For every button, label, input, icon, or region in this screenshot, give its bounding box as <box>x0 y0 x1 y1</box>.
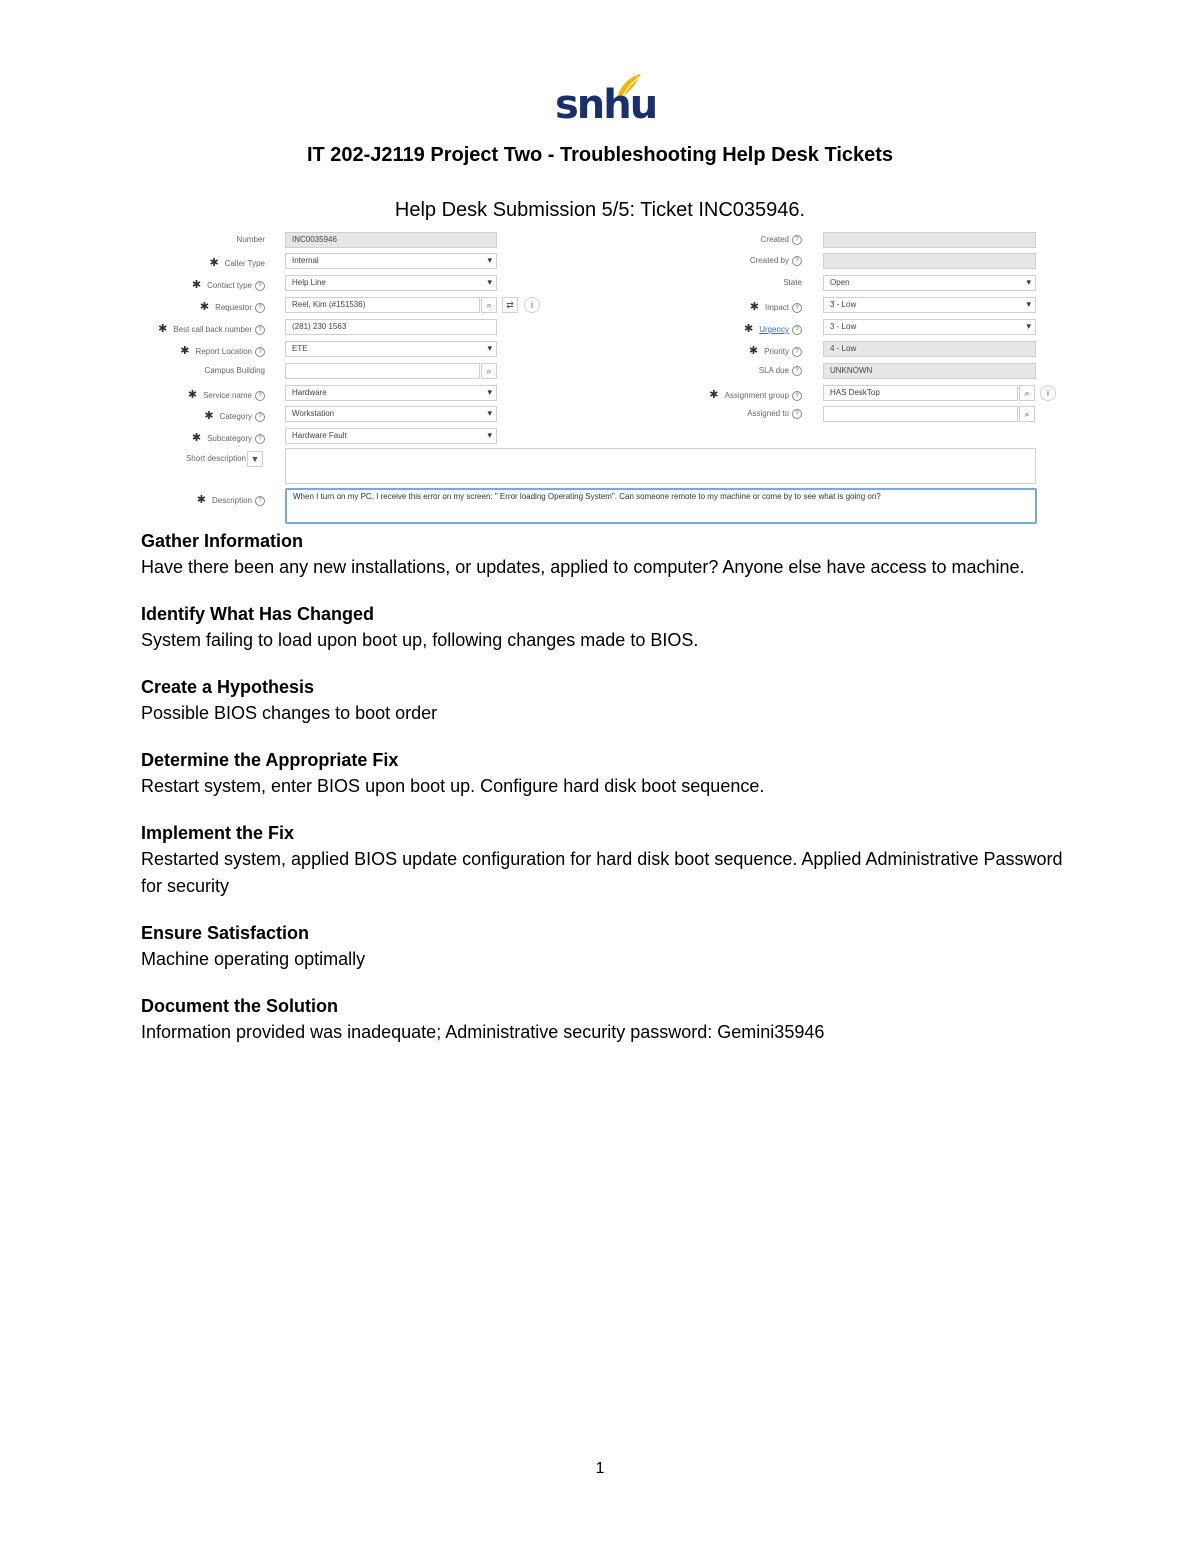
assigned-to-label: Assigned to ? <box>747 409 802 419</box>
section-body: Possible BIOS changes to boot order <box>141 703 438 723</box>
help-icon: ? <box>255 412 265 422</box>
assigned-to-field[interactable] <box>823 406 1018 422</box>
section-body: Restart system, enter BIOS upon boot up. Configure hard disk boot sequence. <box>141 776 765 796</box>
contact-type-label: ✱ Contact type ? <box>192 278 265 291</box>
help-icon: ? <box>255 325 265 335</box>
requestor-label: ✱ Requestor ? <box>200 300 265 313</box>
help-icon: ? <box>792 303 802 313</box>
section-body: Have there been any new installations, or updates, applied to computer? Anyone else have access to machine. <box>141 557 1025 577</box>
campus-building-field[interactable] <box>285 363 480 379</box>
help-icon: ? <box>255 303 265 313</box>
priority-label: ✱ Priority ? <box>749 344 802 357</box>
section-heading: Implement the Fix <box>141 823 295 843</box>
description-field[interactable]: When I turn on my PC, I receive this error on my screen: " Error loading Operating System". Can someone remote to my machine or come by to see what is going on? <box>285 488 1037 524</box>
ticket-form <box>140 228 1060 528</box>
help-icon: ? <box>792 366 802 376</box>
help-icon: ? <box>792 347 802 357</box>
info-icon[interactable]: i <box>1040 385 1056 401</box>
help-icon: ? <box>255 496 265 506</box>
section-body: System failing to load upon boot up, following changes made to BIOS. <box>141 630 699 650</box>
section-heading: Gather Information <box>141 531 304 551</box>
section-heading: Document the Solution <box>141 996 338 1016</box>
callback-number-field[interactable]: (281) 230 1563 <box>285 319 497 335</box>
info-icon[interactable]: i <box>524 297 540 313</box>
search-icon[interactable]: ⌕ <box>1019 406 1035 422</box>
report-location-select[interactable]: ETE ▾ <box>285 341 497 357</box>
service-name-select[interactable]: Hardware ▾ <box>285 385 497 401</box>
section-ensure-satisfaction <box>141 920 1081 973</box>
page-number: 1 <box>595 1460 605 1477</box>
document-title: IT 202-J2119 Project Two - Troubleshooting Help Desk Tickets <box>306 144 894 166</box>
subcategory-label: ✱ Subcategory ? <box>192 431 265 444</box>
section-heading: Create a Hypothesis <box>141 677 315 697</box>
help-icon: ? <box>255 347 265 357</box>
search-icon[interactable]: ⌕ <box>481 297 497 313</box>
sla-due-field[interactable]: UNKNOWN <box>823 363 1036 379</box>
help-icon: ? <box>792 391 802 401</box>
description-label: ✱ Description ? <box>197 493 265 506</box>
snhu-logo <box>555 72 657 134</box>
section-identify-changes <box>141 601 1081 654</box>
help-icon: ? <box>792 256 802 266</box>
service-name-label: ✱ Service name ? <box>188 388 265 401</box>
submission-heading: Help Desk Submission 5/5: Ticket INC035946. <box>394 199 806 221</box>
section-gather-information <box>141 528 1081 581</box>
impact-select[interactable]: 3 - Low ▾ <box>823 297 1036 313</box>
section-hypothesis <box>141 674 1081 727</box>
search-icon[interactable]: ⌕ <box>481 363 497 379</box>
category-label: ✱ Category ? <box>204 409 265 422</box>
section-body: Information provided was inadequate; Administrative security password: Gemini35946 <box>141 1022 825 1042</box>
section-appropriate-fix <box>141 747 1081 800</box>
category-select[interactable]: Workstation ▾ <box>285 406 497 422</box>
section-body: Restarted system, applied BIOS update configuration for hard disk boot sequence. Applied Administrative Password for security <box>141 849 1063 896</box>
help-icon: ? <box>255 281 265 291</box>
caller-type-label: ✱ Caller Type <box>209 257 265 269</box>
help-icon: ? <box>792 325 802 335</box>
search-icon[interactable]: ⌕ <box>1019 385 1035 401</box>
contact-type-select[interactable]: Help Line ▾ <box>285 275 497 291</box>
section-heading: Determine the Appropriate Fix <box>141 750 399 770</box>
section-heading: Identify What Has Changed <box>141 604 375 624</box>
state-label: State <box>783 278 802 287</box>
help-icon: ? <box>792 409 802 419</box>
number-label: Number <box>236 235 265 244</box>
section-implement-fix <box>141 820 1081 900</box>
help-icon: ? <box>255 434 265 444</box>
logo-text: snhu <box>555 82 657 128</box>
callback-number-label: ✱ Best call back number ? <box>158 322 265 335</box>
sla-due-label: SLA due ? <box>759 366 802 376</box>
short-description-field[interactable] <box>285 448 1036 484</box>
campus-building-label: Campus Building <box>204 366 265 375</box>
help-icon: ? <box>792 235 802 245</box>
priority-field[interactable]: 4 - Low <box>823 341 1036 357</box>
requestor-field[interactable]: Reel, Kim (#151536) <box>285 297 480 313</box>
subcategory-select[interactable]: Hardware Fault ▾ <box>285 428 497 444</box>
section-document-solution <box>141 993 1081 1046</box>
number-field[interactable]: INC0035946 <box>285 232 497 248</box>
section-heading: Ensure Satisfaction <box>141 923 310 943</box>
assignment-group-label: ✱ Assignment group ? <box>709 388 802 401</box>
short-description-label: Short description <box>185 454 246 463</box>
troubleshooting-sections <box>141 528 1081 1066</box>
caller-type-select[interactable]: Internal ▾ <box>285 253 497 269</box>
created-label: Created ? <box>761 235 802 245</box>
impact-label: ✱ Impact ? <box>750 300 802 313</box>
help-icon: ? <box>255 391 265 401</box>
report-location-label: ✱ Report Location ? <box>180 344 265 357</box>
swap-icon[interactable]: ⇄ <box>502 297 518 313</box>
suggestion-icon[interactable]: ▼ <box>247 451 263 467</box>
urgency-select[interactable]: 3 - Low ▾ <box>823 319 1036 335</box>
assignment-group-field[interactable]: HAS DeskTop <box>823 385 1018 401</box>
created-field[interactable] <box>823 232 1036 248</box>
created-by-label: Created by ? <box>750 256 802 266</box>
urgency-label: ✱ Urgency ? <box>744 322 802 335</box>
state-select[interactable]: Open ▾ <box>823 275 1036 291</box>
created-by-field[interactable] <box>823 253 1036 269</box>
section-body: Machine operating optimally <box>141 949 366 969</box>
